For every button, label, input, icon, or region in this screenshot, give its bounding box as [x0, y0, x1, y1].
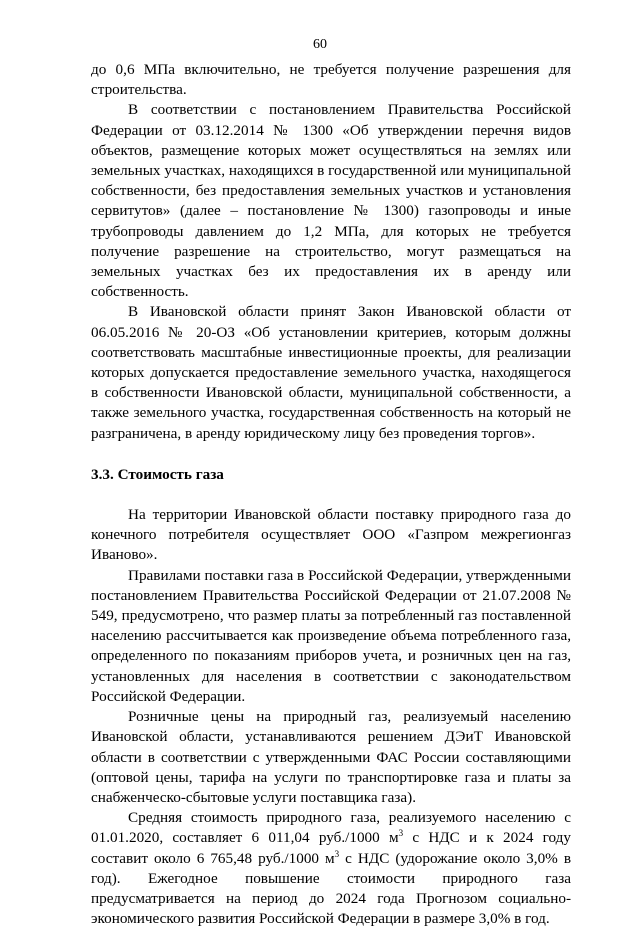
spacer — [91, 485, 571, 505]
superscript-3: 3 — [398, 828, 404, 839]
paragraph-retail-prices: Розничные цены на природный газ, реализуемый населению Ивановской области, устанавливаются решением ДЭиТ Ивановской области в соответствии с утвержденными ФАС России составляющими (оптовой цены, тарифа на услуги по транспортировке газа и платы за снабженческо-сбытовые услуги поставщика газа). — [91, 708, 571, 806]
page-number: 60 — [313, 37, 327, 52]
section-title: 3.3. Стоимость газа — [91, 465, 224, 483]
cost-text-part1: Средняя стоимость природного газа, реализуемого населению с 01.01.2020, составляет 6 011,04 руб./1000 м — [91, 809, 571, 847]
paragraph-ivanovo-law: В Ивановской области принят Закон Ивановской области от 06.05.2016 № 20-ОЗ «Об установлении критериев, которым должны соответствовать масштабные инвестиционные проекты, для реализации которых допускается предоставление земельного участка, находящегося в собственности Ивановской области, муниципальной собственности, а также земельного участка, государственная собственность на который не разграничена, в аренду юридическому лицу без проведения торгов». — [91, 303, 571, 442]
paragraph-gas-supplier: На территории Ивановской области поставку природного газа до конечного потребителя осуществляет ООО «Газпром межрегионгаз Иваново». — [91, 506, 571, 564]
paragraph-resolution-1300: В соответствии с постановлением Правительства Российской Федерации от 03.12.2014 № 1300 «Об утверждении перечня видов объектов, размещение которых может осуществляться на землях или земельных участках, находящихся в государственной или муниципальной собственности, без предоставления земельных участков и установления сервитутов» (далее – постановление № 1300) газопроводы и иные трубопроводы давлением до 1,2 МПа, для которых не требуется получение разрешение на строительство, могут размещаться на земельных участках без их предоставления их в аренду или собственность. — [91, 101, 571, 301]
paragraph-supply-rules: Правилами поставки газа в Российской Федерации, утвержденными постановлением Правительства Российской Федерации от 21.07.2008 № 549, предусмотрено, что размер платы за потребленный газ поставленной населению рассчитывается как произведение объема потребленного газа, определенного по показаниям приборов учета, и розничных цен на газ, установленных для населения в соответствии с законодательством Российской Федерации. — [91, 566, 571, 705]
document-body — [91, 60, 571, 929]
paragraph-average-cost — [91, 808, 571, 929]
superscript-3: 3 — [334, 848, 340, 859]
cost-text-part3: с НДС (удорожание около 3,0% в год). Ежегодное повышение стоимости природного газа предусматривается на период до 2024 года Прогнозом социально-экономического развития Российской Федерации в размере 3,0% в год. — [91, 849, 571, 928]
spacer — [91, 444, 571, 465]
cost-text-part2: с НДС и к 2024 году составит около 6 765,48 руб./1000 м — [91, 829, 571, 867]
paragraph-continuation: до 0,6 МПа включительно, не требуется получение разрешения для строительства. — [91, 61, 571, 99]
